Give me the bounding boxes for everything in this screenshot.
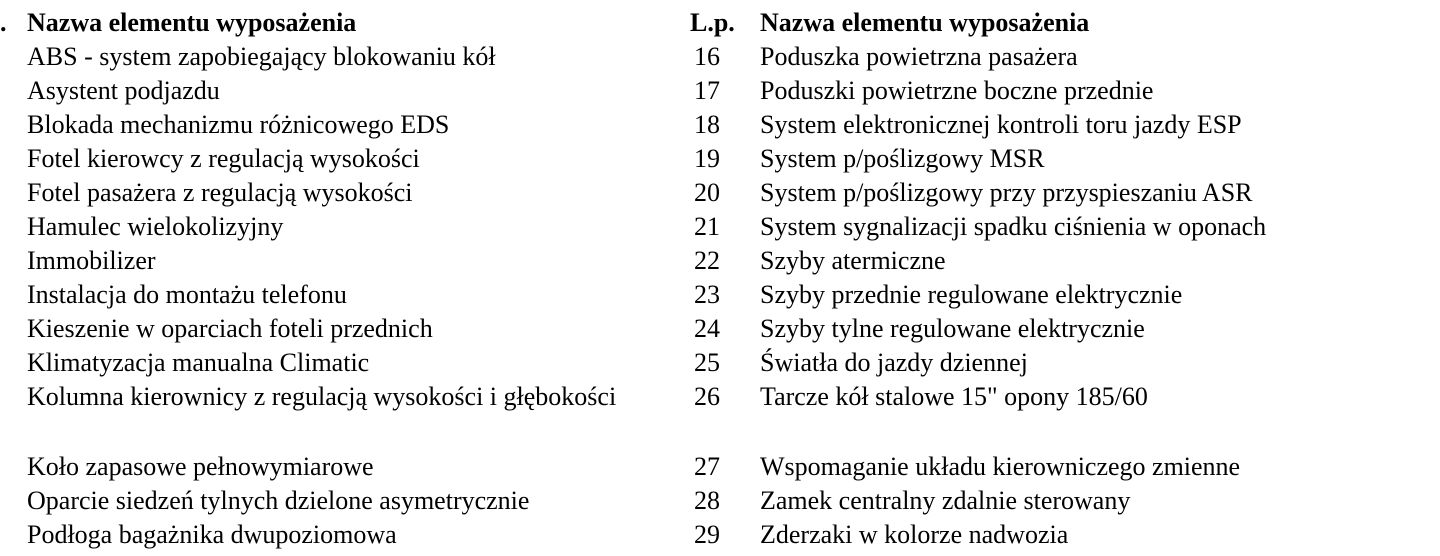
table-row (690, 518, 1440, 552)
item-name: Poduszki powietrzne boczne przednie (760, 76, 1154, 105)
item-name: Fotel kierowcy z regulacją wysokości (27, 144, 420, 173)
item-number: 19 (694, 144, 720, 173)
table-row (690, 210, 1440, 244)
item-name: ABS - system zapobiegający blokowaniu kół (27, 42, 496, 71)
item-name: Immobilizer (27, 246, 156, 275)
table-row (0, 518, 680, 552)
header-name: Nazwa elementu wyposażenia (760, 8, 1090, 37)
table-row (0, 312, 680, 346)
table-row (690, 450, 1440, 484)
table-row (690, 312, 1440, 346)
item-name: Fotel pasażera z regulacją wysokości (27, 178, 413, 207)
equipment-table-left (0, 6, 680, 552)
item-number: 29 (694, 520, 720, 549)
item-number: 28 (694, 486, 720, 515)
item-name: Światła do jazdy dziennej (760, 348, 1028, 377)
table-row (690, 484, 1440, 518)
item-name: Kieszenie w oparciach foteli przednich (27, 314, 433, 343)
item-name: Podłoga bagażnika dwupoziomowa (27, 520, 397, 549)
table-row (0, 244, 680, 278)
table-row (0, 380, 680, 450)
item-name: System sygnalizacji spadku ciśnienia w oponach (760, 212, 1267, 241)
table-header (0, 6, 680, 40)
equipment-table-right (690, 6, 1440, 552)
item-name: Koło zapasowe pełnowymiarowe (27, 452, 374, 481)
item-name: Tarcze kół stalowe 15" opony 185/60 (760, 382, 1148, 411)
item-number: 24 (694, 314, 720, 343)
item-number: 25 (694, 348, 720, 377)
item-number: 16 (694, 42, 720, 71)
table-header (690, 6, 1440, 40)
table-row (690, 176, 1440, 210)
header-name: Nazwa elementu wyposażenia (27, 8, 357, 37)
table-row (690, 346, 1440, 380)
table-row (690, 278, 1440, 312)
table-row (690, 40, 1440, 74)
item-name: System p/poślizgowy przy przyspieszaniu ASR (760, 178, 1253, 207)
item-name: Szyby tylne regulowane elektrycznie (760, 314, 1145, 343)
table-row (0, 450, 680, 484)
item-name: Szyby przednie regulowane elektrycznie (760, 280, 1183, 309)
table-row (0, 346, 680, 380)
table-row (0, 40, 680, 74)
table-row (690, 142, 1440, 176)
table-row (0, 176, 680, 210)
table-row (0, 142, 680, 176)
item-number: 23 (694, 280, 720, 309)
item-name: Blokada mechanizmu różnicowego EDS (27, 110, 450, 139)
table-row (690, 244, 1440, 278)
table-row (690, 380, 1440, 450)
table-row (0, 108, 680, 142)
item-number: 17 (694, 76, 720, 105)
header-lp: . (0, 8, 7, 37)
table-row (690, 108, 1440, 142)
item-number: 21 (694, 212, 720, 241)
item-name: Zderzaki w kolorze nadwozia (760, 520, 1069, 549)
item-name: Szyby atermiczne (760, 246, 946, 275)
item-name: Hamulec wielokolizyjny (27, 212, 284, 241)
table-row (0, 278, 680, 312)
item-name: Asystent podjazdu (27, 76, 220, 105)
item-name: Klimatyzacja manualna Climatic (27, 348, 370, 377)
table-row (0, 210, 680, 244)
item-number: 26 (694, 382, 720, 411)
table-row (0, 484, 680, 518)
item-number: 22 (694, 246, 720, 275)
header-lp: L.p. (690, 8, 735, 37)
item-name: Poduszka powietrzna pasażera (760, 42, 1078, 71)
item-name: Instalacja do montażu telefonu (27, 280, 347, 309)
item-name: System p/poślizgowy MSR (760, 144, 1045, 173)
item-number: 27 (694, 452, 720, 481)
item-name: Zamek centralny zdalnie sterowany (760, 486, 1131, 515)
item-name: Oparcie siedzeń tylnych dzielone asymetrycznie (27, 486, 530, 515)
item-name: System elektronicznej kontroli toru jazdy ESP (760, 110, 1242, 139)
item-number: 18 (694, 110, 720, 139)
item-name: Kolumna kierownicy z regulacją wysokości i głębokości (27, 382, 617, 411)
item-name: Wspomaganie układu kierowniczego zmienne (760, 452, 1241, 481)
item-number: 20 (694, 178, 720, 207)
table-row (690, 74, 1440, 108)
table-row (0, 74, 680, 108)
